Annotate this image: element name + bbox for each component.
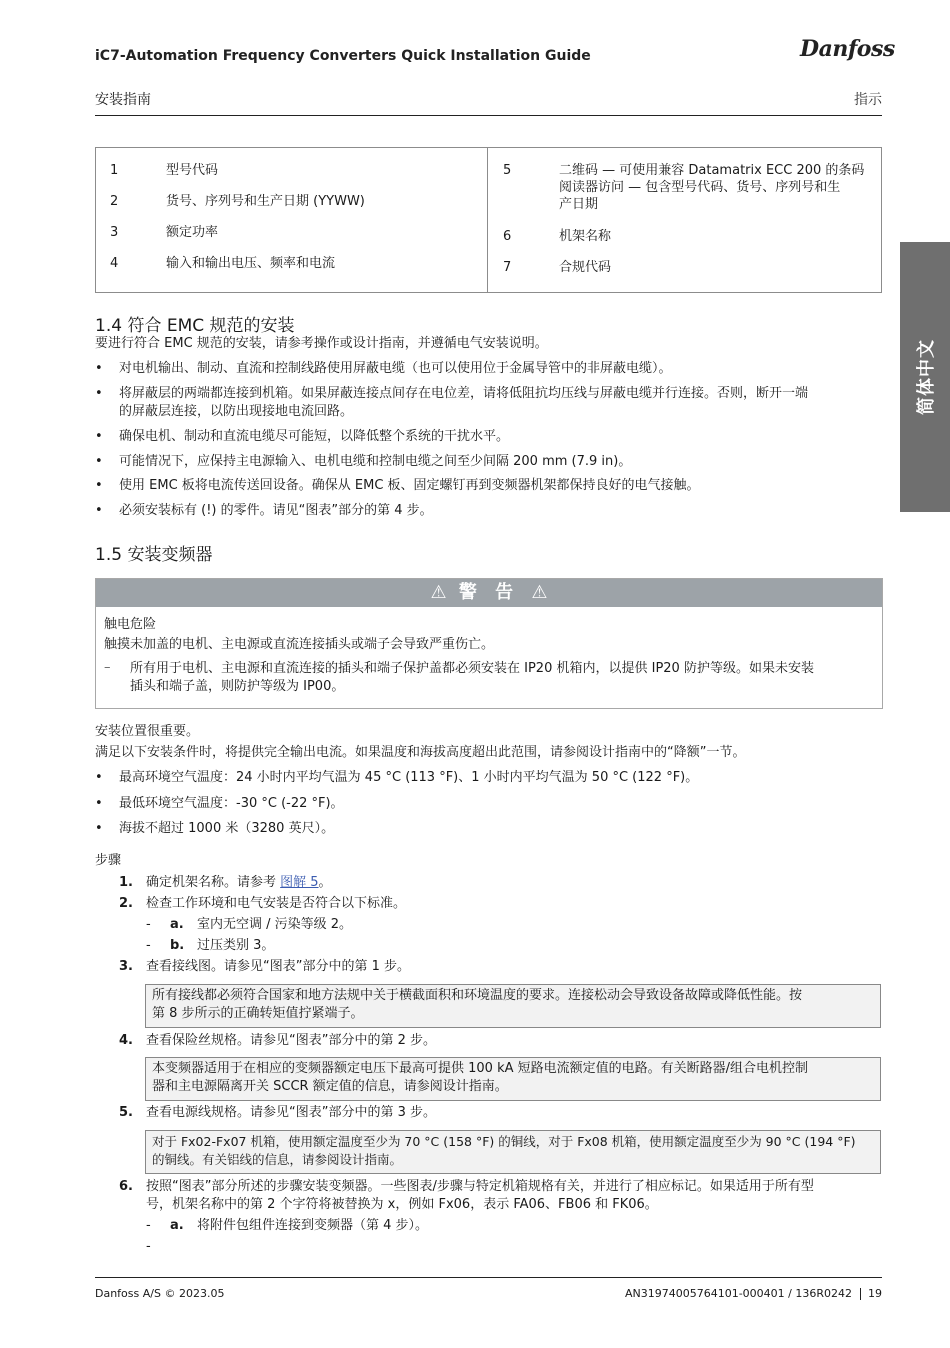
warning-box [95,578,883,709]
warning-triangle-icon: ⚠ [430,582,447,603]
section-type-label: 指示 [854,92,882,108]
legend-text: 合规代码 [559,260,612,275]
legend-divider [487,148,488,292]
substep-dash: - [146,1239,151,1254]
step-text: 查看电源线规格。请参见“图表”部分中的第 3 步。 [146,1105,437,1120]
substep-dash: - [146,1218,151,1233]
substep-text: 过压类别 3。 [197,938,275,953]
list-item-text: 对电机输出、制动、直流和控制线路使用屏蔽电缆（也可以使用位于金属导管中的非屏蔽电缆）。 [119,361,672,376]
note-box [145,984,881,1028]
list-item-text: 的屏蔽层连接，以防出现接地电流回路。 [119,404,354,419]
list-item-text: 最高环境空气温度：24 小时内平均气温为 45 °C (113 °F)、1 小时内平均气温为 50 °C (122 °F)。 [119,770,699,785]
warning-text: 触摸未加盖的电机、主电源或直流连接插头或端子会导致严重伤亡。 [104,637,495,652]
step-text-line: 号，机架名称中的第 2 个字符将被替换为 x，例如 Fx06，表示 FA06、FB06 和 FK06。 [146,1197,658,1212]
warning-triangle-icon: ⚠ [531,582,548,603]
note-line: 本变频器适用于在相应的变频器额定电压下最高可提供 100 kA 短路电流额定值的电路。有关断路器/组合电机控制 [152,1061,809,1076]
legend-text: 阅读器访问 — 包含型号代码、货号、序列号和生 [559,180,841,195]
note-line: 的铜线。有关铝线的信息，请参阅设计指南。 [152,1152,403,1167]
danfoss-logo: Danfoss [800,36,895,62]
warning-item [130,660,814,696]
section-heading-install: 1.5 安装变频器 [95,545,213,565]
legend-number: 4 [110,256,119,271]
legend-text: 机架名称 [559,229,612,244]
legend-table [95,147,882,293]
step-number: 3. [119,959,133,974]
warning-header [96,579,882,607]
legend-text: 额定功率 [166,225,219,240]
substep-letter: b. [170,938,185,953]
legend-text: 输入和输出电压、频率和电流 [166,256,336,271]
list-item-text: 可能情况下，应保持主电源输入、电机电缆和控制电缆之间至少间隔 200 mm (7.9 in)。 [119,454,632,469]
step-number: 5. [119,1105,133,1120]
step-text: 查看保险丝规格。请参见“图表”部分中的第 2 步。 [146,1033,437,1048]
step-number: 4. [119,1033,133,1048]
note-line: 第 8 步所示的正确转矩值拧紧端子。 [152,1006,364,1021]
legend-text: 型号代码 [166,163,219,178]
legend-number: 1 [110,163,119,178]
substep-letter: a. [170,917,184,932]
header-divider [95,115,882,116]
legend-number: 7 [503,260,512,275]
step-number: 6. [119,1179,133,1194]
legend-text: 货号、序列号和生产日期 (YYWW) [166,194,365,209]
footer-copyright: Danfoss A/S © 2023.05 [95,1287,225,1300]
note-box [145,1130,881,1174]
steps-title: 步骤 [95,853,122,868]
warning-item-line: 插头和端子盖，则防护等级为 IP00。 [130,679,345,694]
list-item-text: 使用 EMC 板将电流传送回设备。确保从 EMC 板、固定螺钉再到变频器机架都保持良好的电气接触。 [119,478,700,493]
step-text: 检查工作环境和电气安装是否符合以下标准。 [146,896,407,911]
list-item-text: 将屏蔽层的两端都连接到机箱。如果屏蔽连接点间存在电位差，请将低阻抗均压线与屏蔽电缆并行连接。否则，断开一端 [119,386,809,401]
document-title: iC7-Automation Frequency Converters Quick Installation Guide [95,48,591,64]
section-heading-emc: 1.4 符合 EMC 规范的安装 [95,316,295,336]
list-item-text: 确保电机、制动和直流电缆尽可能短，以降低整个系统的干扰水平。 [119,429,510,444]
legend-text: 二维码 — 可使用兼容 Datamatrix ECC 200 的条码 [559,163,865,178]
footer-separator [860,1288,861,1300]
substep-dash: - [146,938,151,953]
list-item-text: 最低环境空气温度：-30 °C (-22 °F)。 [119,796,344,811]
paragraph: 满足以下安装条件时，将提供完全输出电流。如果温度和海拔高度超出此范围，请参阅设计指南中的“降额”一节。 [95,745,746,760]
step-text-line: 按照“图表”部分所述的步骤安装变频器。一些图表/步骤与特定机箱规格有关，并进行了相应标记。如果适用于所有型 [146,1179,814,1194]
paragraph: 要进行符合 EMC 规范的安装，请参考操作或设计指南，并遵循电气安装说明。 [95,336,548,351]
legend-number: 3 [110,225,119,240]
substep-text: 将附件包组件连接到变频器（第 4 步）。 [197,1218,429,1233]
warning-dash: – [104,660,111,675]
note-line: 所有接线都必须符合国家和地方法规中关于横截面积和环境温度的要求。连接松动会导致设备故障或降低性能。按 [152,988,803,1003]
warning-title: 触电危险 [104,617,157,632]
footer-doc-number: AN31974005764101-000401 / 136R0242 [624,1287,852,1300]
section-label: 安装指南 [95,92,151,108]
substep-text: 室内无空调 / 污染等级 2。 [197,917,353,932]
language-tab [900,242,950,512]
substep-dash: - [146,917,151,932]
note-box [145,1057,881,1101]
step-number: 2. [119,896,133,911]
language-tab-label: 简体中文 [916,339,937,415]
substep-letter: a. [170,1218,184,1233]
warning-item-line: 所有用于电机、主电源和直流连接的插头和端子保护盖都必须安装在 IP20 机箱内，以提供 IP20 防护等级。如果未安装 [130,661,814,676]
step-text: 确定机架名称。请参考 图解 5。 [146,875,332,890]
note-line: 器和主电源隔离开关 SCCR 额定值的信息，请参阅设计指南。 [152,1079,508,1094]
list-item-text: 必须安装标有 (!) 的零件。请见“图表”部分的第 4 步。 [119,503,433,518]
note-line: 对于 Fx02-Fx07 机箱，使用额定温度至少为 70 °C (158 °F) 的铜线，对于 Fx08 机箱，使用额定温度至少为 90 °C (194 °F) [152,1134,856,1149]
step-number: 1. [119,875,133,890]
legend-number: 6 [503,229,512,244]
step-text [146,1178,814,1214]
legend-number: 5 [503,163,512,178]
legend-text: 产日期 [559,197,599,212]
footer-divider [95,1277,882,1278]
list-item-text: 海拔不超过 1000 米（3280 英尺）。 [119,821,335,836]
footer-doc-info [625,1287,882,1300]
page-number: 19 [868,1287,882,1300]
warning-heading: 警 告 [458,582,520,603]
figure-link[interactable]: 图解 5 [280,875,319,890]
step-text: 查看接线图。请参见“图表”部分中的第 1 步。 [146,959,411,974]
paragraph: 安装位置很重要。 [95,724,200,739]
legend-number: 2 [110,194,119,209]
